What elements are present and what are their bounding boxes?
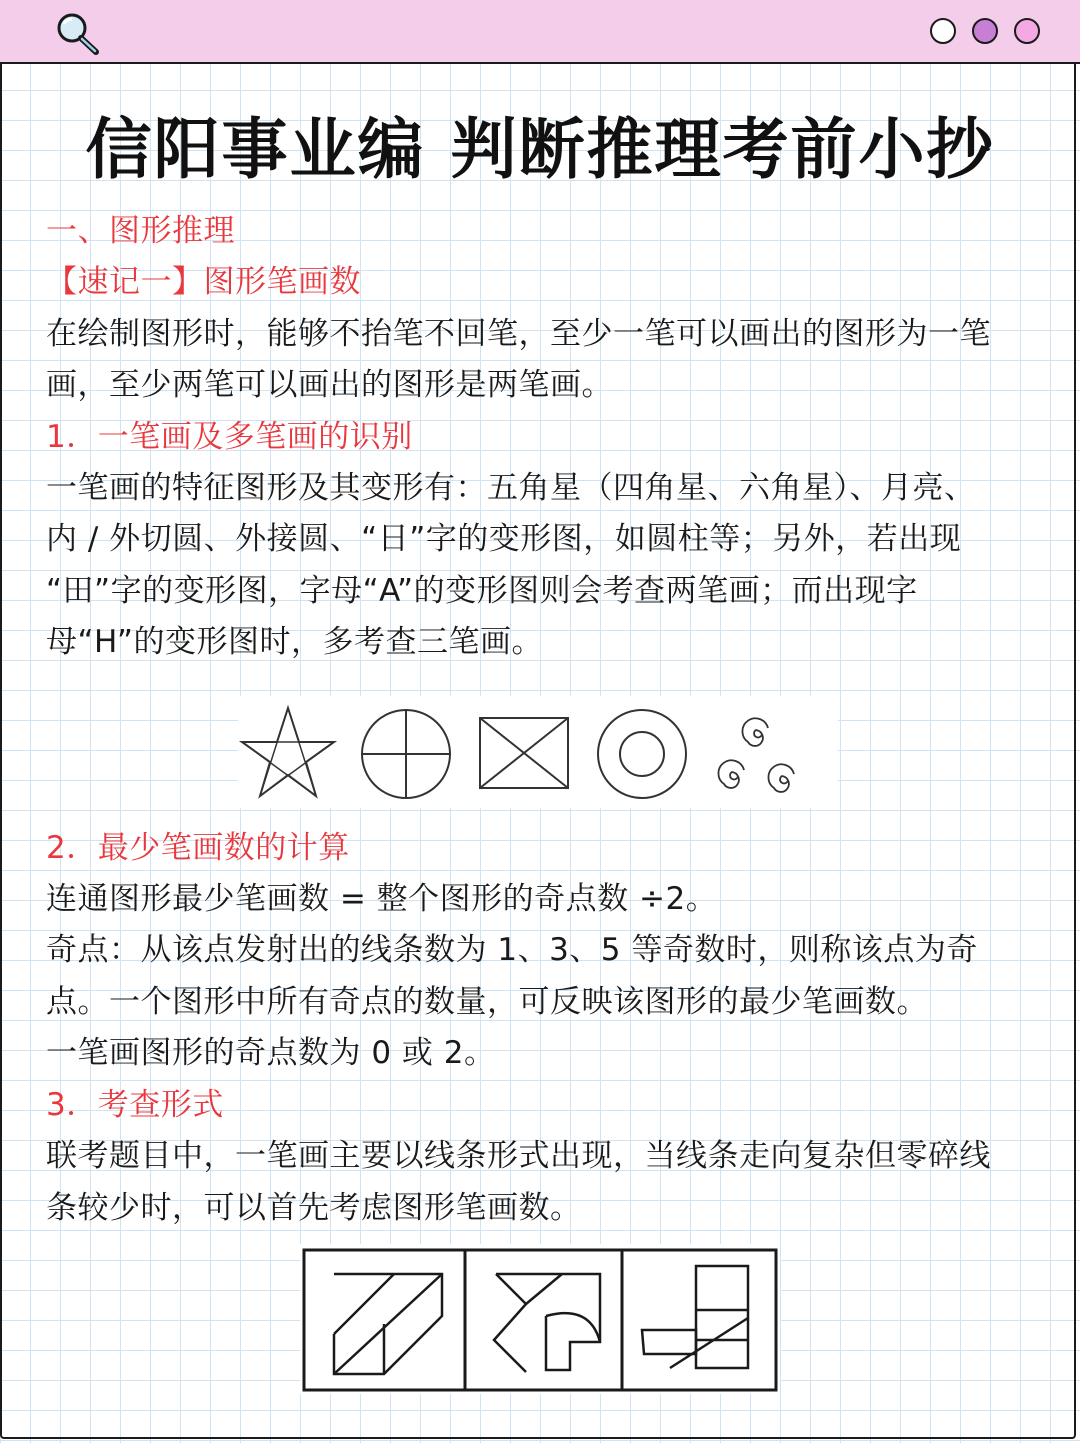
circle-cross-shape [362, 710, 450, 798]
subsection-heading: 【速记一】图形笔画数 [46, 264, 361, 301]
one-stroke-shapes-figure [238, 696, 838, 808]
paragraph-line: 画，至少两笔可以画出的图形是两笔画。 [46, 367, 613, 404]
window-dot-pink[interactable] [1014, 18, 1040, 44]
figure-panel-2 [494, 1274, 600, 1372]
paragraph-line: 连通图形最少笔画数 = 整个图形的奇点数 ÷2。 [46, 881, 718, 918]
window-dot-purple[interactable] [972, 18, 998, 44]
paragraph-line: 联考题目中，一笔画主要以线条形式出现，当线条走向复杂但零碎线 [46, 1138, 991, 1175]
search-icon[interactable] [54, 10, 102, 56]
paragraph-line: 奇点：从该点发射出的线条数为 1、3、5 等奇数时，则称该点为奇 [46, 932, 978, 969]
paragraph-line: “田”字的变形图，字母“A”的变形图则会考查两笔画；而出现字 [46, 572, 918, 609]
concentric-circles-shape [598, 710, 686, 798]
section-heading: 一、图形推理 [46, 213, 235, 249]
paragraph-line: 内 / 外切圆、外接圆、“日”字的变形图，如圆柱等；另外，若出现 [46, 521, 962, 558]
top-bar [0, 0, 1080, 64]
point-heading: 2．最少笔画数的计算 [46, 829, 350, 866]
point-heading: 1．一笔画及多笔画的识别 [46, 418, 413, 455]
paragraph-line: 在绘制图形时，能够不抬笔不回笔，至少一笔可以画出的图形为一笔 [46, 315, 991, 352]
point-heading: 3．考查形式 [46, 1086, 224, 1123]
square-x-shape [480, 718, 568, 788]
paragraph-line: 一笔画图形的奇点数为 0 或 2。 [46, 1035, 496, 1072]
spirals-shape [718, 718, 794, 792]
figure-panel-1 [334, 1274, 442, 1374]
paragraph-line: 条较少时，可以首先考虑图形笔画数。 [46, 1189, 582, 1226]
paragraph-line: 母“H”的变形图时，多考查三笔画。 [46, 624, 543, 661]
window-dot-white[interactable] [930, 18, 956, 44]
paragraph-line: 点。一个图形中所有奇点的数量，可反映该图形的最少笔画数。 [46, 983, 928, 1020]
paragraph-line: 一笔画的特征图形及其变形有：五角星（四角星、六角星）、月亮、 [46, 470, 976, 507]
exam-question-figure [300, 1244, 780, 1394]
figure-panel-3 [642, 1266, 748, 1368]
page-title: 信阳事业编 判断推理考前小抄 [85, 111, 995, 188]
